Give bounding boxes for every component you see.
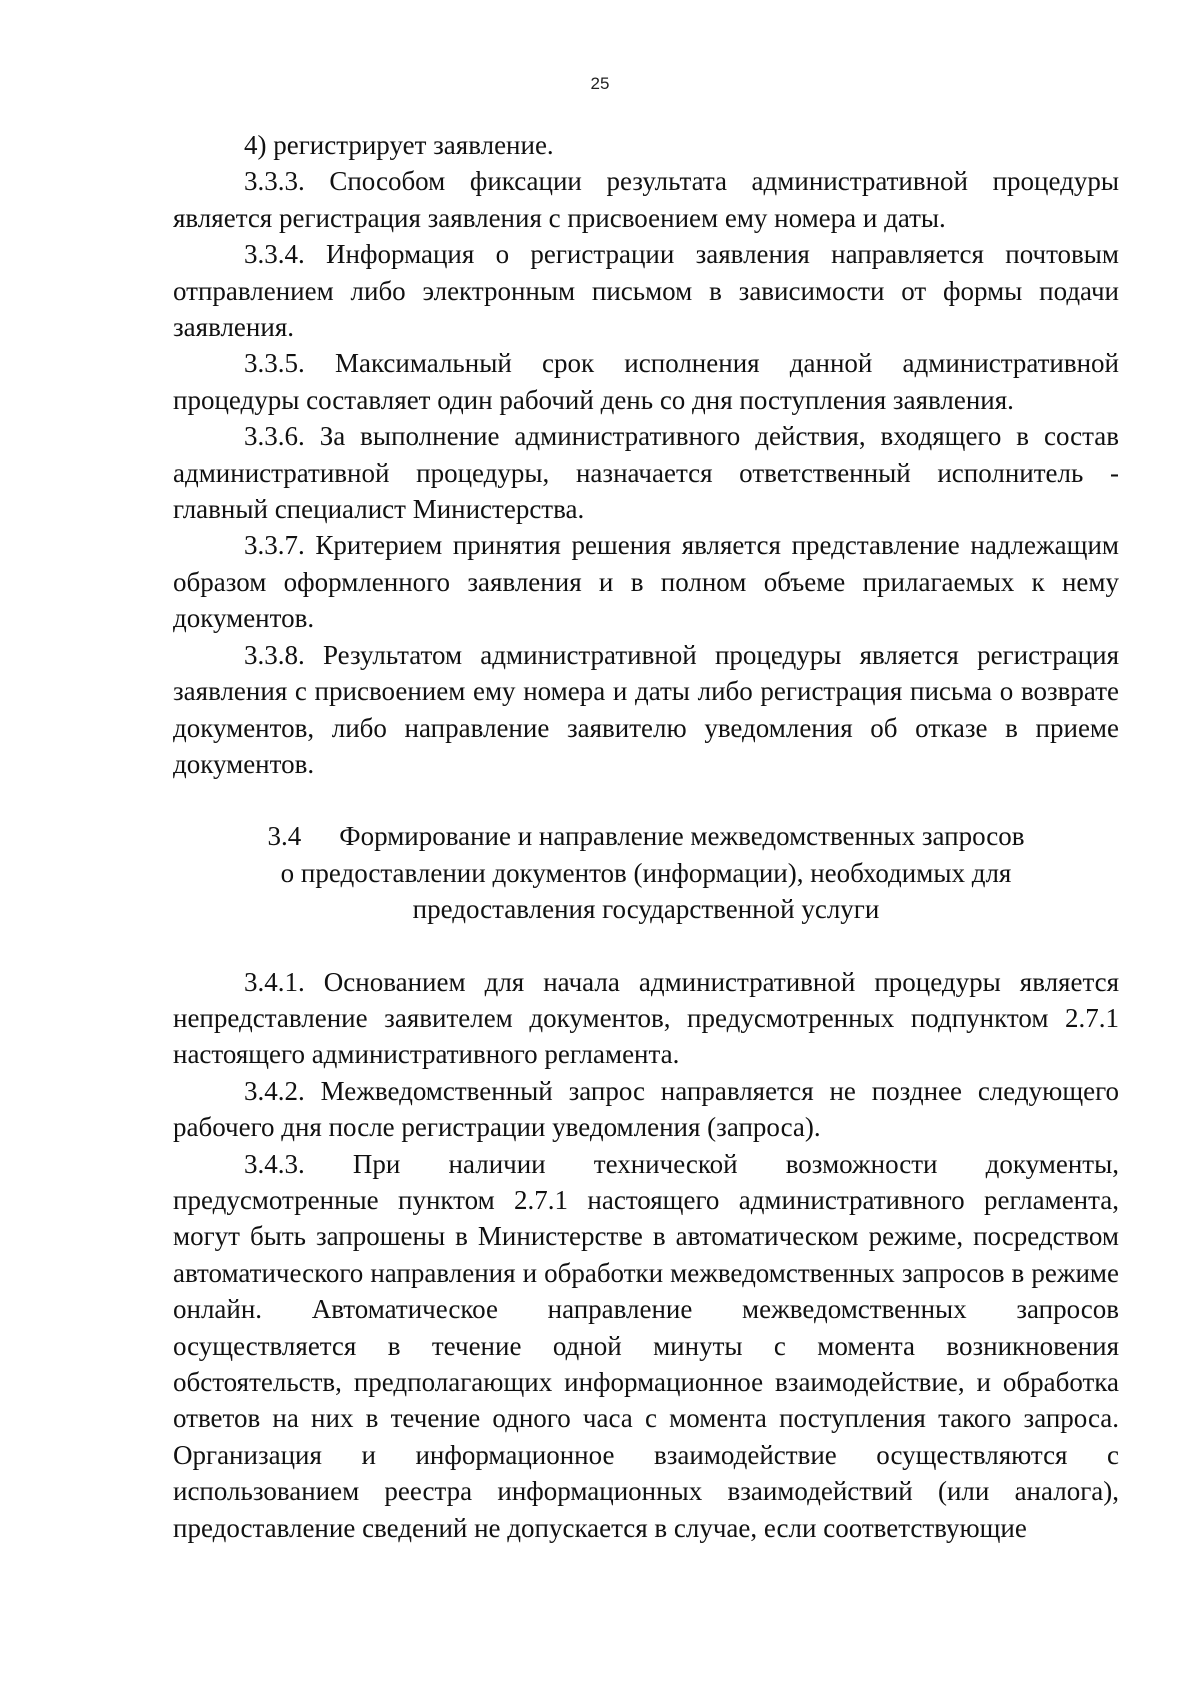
paragraph-item-4: 4) регистрирует заявление. bbox=[244, 130, 554, 160]
paragraph-3-3-7: 3.3.7. Критерием принятия решения является представление надлежащим образом оформленного заявления и в полном объеме прилагаемых к нему документов. bbox=[173, 530, 1119, 634]
section-heading-line-1 bbox=[173, 818, 1119, 854]
paragraph-3-3-6: 3.3.6. За выполнение административного действия, входящего в состав административной процедуры, назначается ответственный исполнитель - главный специалист Министерства. bbox=[173, 421, 1119, 525]
section-title-part-2: о предоставлении документов (информации), необходимых для bbox=[280, 857, 1012, 888]
section-title-part-1: Формирование и направление межведомственных запросов bbox=[339, 821, 1025, 852]
paragraph-3-3-4: 3.3.4. Информация о регистрации заявления направляется почтовым отправлением либо электронным письмом в зависимости от формы подачи заявления. bbox=[173, 239, 1119, 343]
paragraph-3-3-5: 3.3.5. Максимальный срок исполнения данной административной процедуры составляет один рабочий день со дня поступления заявления. bbox=[173, 348, 1119, 415]
paragraph-3-4-3: 3.4.3. При наличии технической возможности документы, предусмотренные пунктом 2.7.1 настоящего административного регламента, могут быть запрошены в Министерстве в автоматическом режиме, посредством автоматического направления и обработки межведомственных запросов в режиме онлайн. Автоматическое направление межведомственных запросов осуществляется в течение одной минуты с момента возникновения обстоятельств, предполагающих информационное взаимодействие, и обработка ответов на них в течение одного часа с момента поступления такого запроса. Организация и информационное взаимодействие осуществляются с использованием реестра информационных взаимодействий (или аналога), предоставление сведений не допускается в случае, если соответствующие bbox=[173, 1148, 1119, 1543]
paragraph-3-4-2: 3.4.2. Межведомственный запрос направляется не позднее следующего рабочего дня после регистрации уведомления (запроса). bbox=[173, 1075, 1119, 1143]
paragraph-3-3-8: 3.3.8. Результатом административной процедуры является регистрация заявления с присвоением ему номера и даты либо регистрация письма о возврате документов, либо направление заявителю уведомления об отказе в приеме документов. bbox=[173, 639, 1119, 779]
section-number: 3.4 bbox=[267, 821, 302, 852]
paragraph-3-3-3: 3.3.3. Способом фиксации результата административной процедуры является регистрация заявления с присвоением ему номера и даты. bbox=[173, 166, 1119, 233]
document-body bbox=[173, 127, 1119, 1546]
paragraph-3-4-1: 3.4.1. Основанием для начала административной процедуры является непредставление заявителем документов, предусмотренных подпунктом 2.7.1 настоящего административного регламента. bbox=[173, 966, 1119, 1070]
section-title-part-3: предоставления государственной услуги bbox=[412, 894, 880, 925]
section-heading bbox=[173, 782, 1119, 963]
page-number: 25 bbox=[590, 74, 610, 93]
